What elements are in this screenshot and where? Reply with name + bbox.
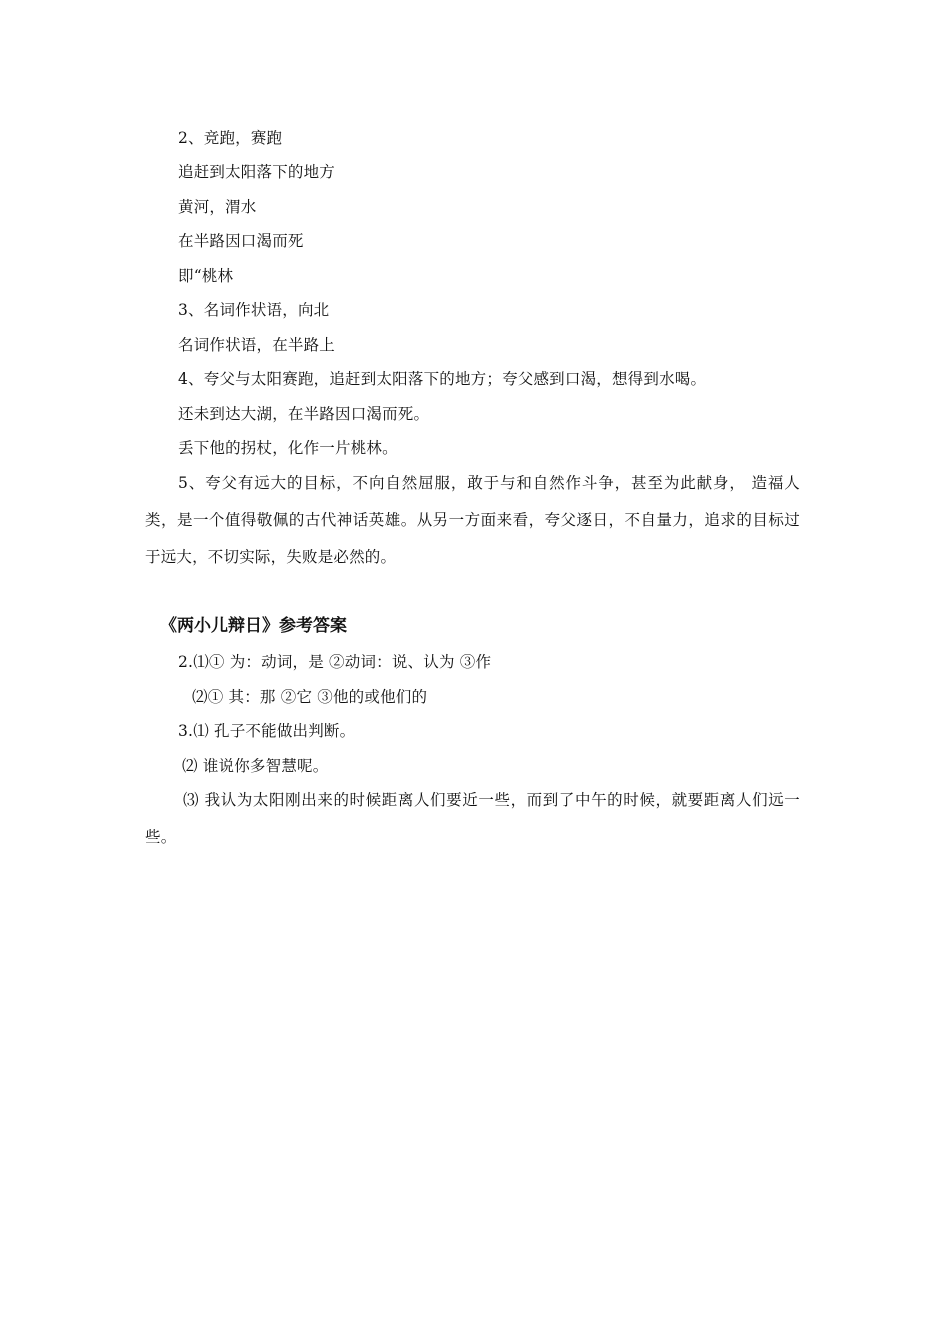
answer-line-rivers: 黄河，渭水	[178, 198, 257, 216]
answer-line-4: 4、夸父与太阳赛跑，追赶到太阳落下的地方；夸父感到口渴，想得到水喝。	[178, 370, 707, 388]
answer-paragraph-5: 5、夸父有远大的目标，不向自然屈服，敢于与和自然作斗争，甚至为此献身， 造福人类，是一个值得敬佩的古代神话英雄。从另一方面来看，夸父逐日，不自量力，追求的目标过于远大，不切实际，失败是必然的。	[145, 474, 800, 566]
section-title: 《两小儿辩日》参考答案	[160, 616, 347, 636]
answer-line-peach: 即“桃林	[178, 267, 234, 285]
answer-line-chase: 追赶到太阳落下的地方	[178, 163, 336, 181]
answer-line-2-1: 2.⑴① 为：动词，是 ②动词：说、认为 ③作	[178, 653, 492, 671]
answer-line-3-2: ⑵ 谁说你多智慧呢。	[182, 757, 329, 775]
answer-line-2-2: ⑵① 其：那 ②它 ③他的或他们的	[192, 688, 428, 706]
answer-line-4c: 丢下他的拐杖，化作一片桃林。	[178, 439, 398, 457]
answer-line-4b: 还未到达大湖，在半路因口渴而死。	[178, 405, 430, 423]
answer-line-2: 2、竞跑，赛跑	[178, 129, 283, 147]
answer-line-died: 在半路因口渴而死	[178, 232, 304, 250]
answer-line-3b: 名词作状语，在半路上	[178, 336, 336, 354]
answer-line-3: 3、名词作状语，向北	[178, 301, 330, 319]
answer-paragraph-3-3: ⑶ 我认为太阳刚出来的时候距离人们要近一些，而到了中午的时候，就要距离人们远一些。	[145, 791, 800, 846]
answer-line-3-1: 3.⑴ 孔子不能做出判断。	[178, 722, 356, 740]
